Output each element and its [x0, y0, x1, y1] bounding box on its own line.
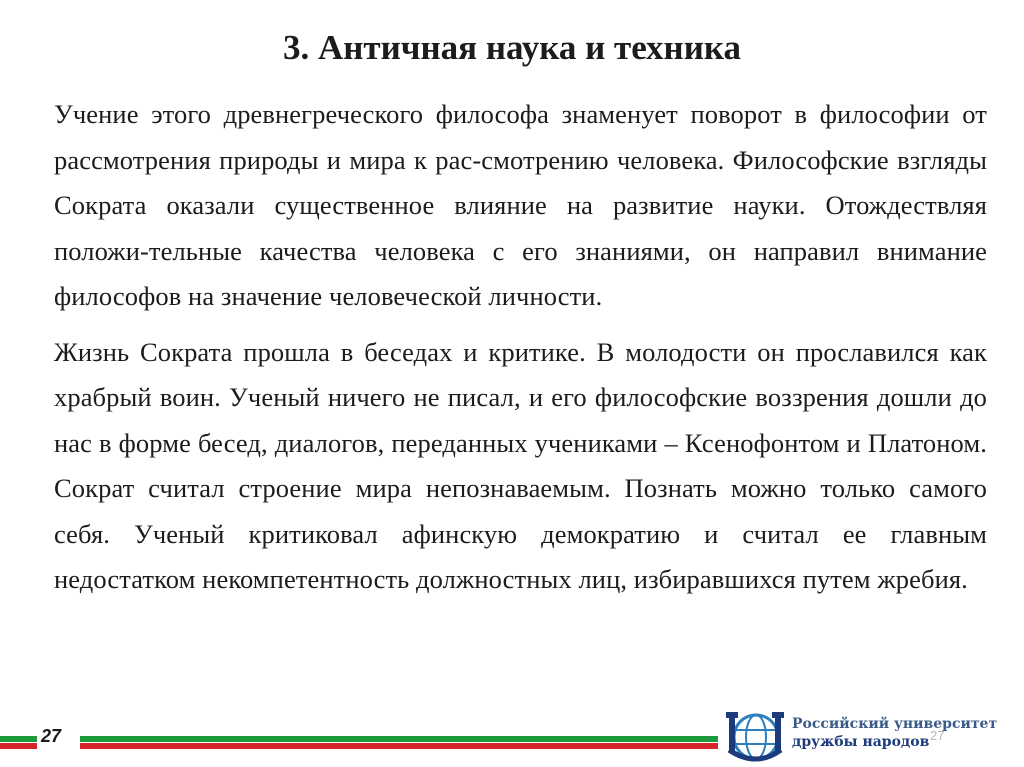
- slide-title: 3. Античная наука и техника: [282, 28, 742, 67]
- stripe-red-right: [80, 743, 718, 749]
- paragraph-1: Учение этого древнегреческого философа знаменует поворот в философии от рассмотрения природы и мира к рас-смотрению человека. Философские взгляды Сократа оказали существенное влияние на развитие науки. Отождествляя положи-тельные качества человека с его знаниями, он направил внимание философов на значение человеческой личности.: [54, 99, 987, 311]
- stripe-green-right: [80, 736, 718, 742]
- university-name: [792, 715, 997, 751]
- university-logo-icon: [724, 706, 786, 764]
- university-name-line1: Российский университет: [792, 716, 998, 732]
- paragraph-2: Жизнь Сократа прошла в беседах и критике. В молодости он прославился как храбрый воин. Ученый ничего не писал, и его философские воззрения дошли до нас в форме бесед, диалогов, переданных учениками – Ксенофонтом и Платоном. Сократ считал строение мира непознаваемым. Познать можно только самого себя. Ученый критиковал афинскую демократию и считал ее главным недостатком некомпетентность должностных лиц, избиравшихся путем жребия.: [54, 336, 987, 594]
- stripe-red-left: [0, 743, 37, 749]
- faint-page-number: 27: [930, 728, 945, 743]
- slide-body: [54, 92, 987, 603]
- page-number: 27: [41, 726, 62, 746]
- stripe-green-left: [0, 736, 37, 742]
- university-name-line2: дружбы народов: [792, 734, 930, 750]
